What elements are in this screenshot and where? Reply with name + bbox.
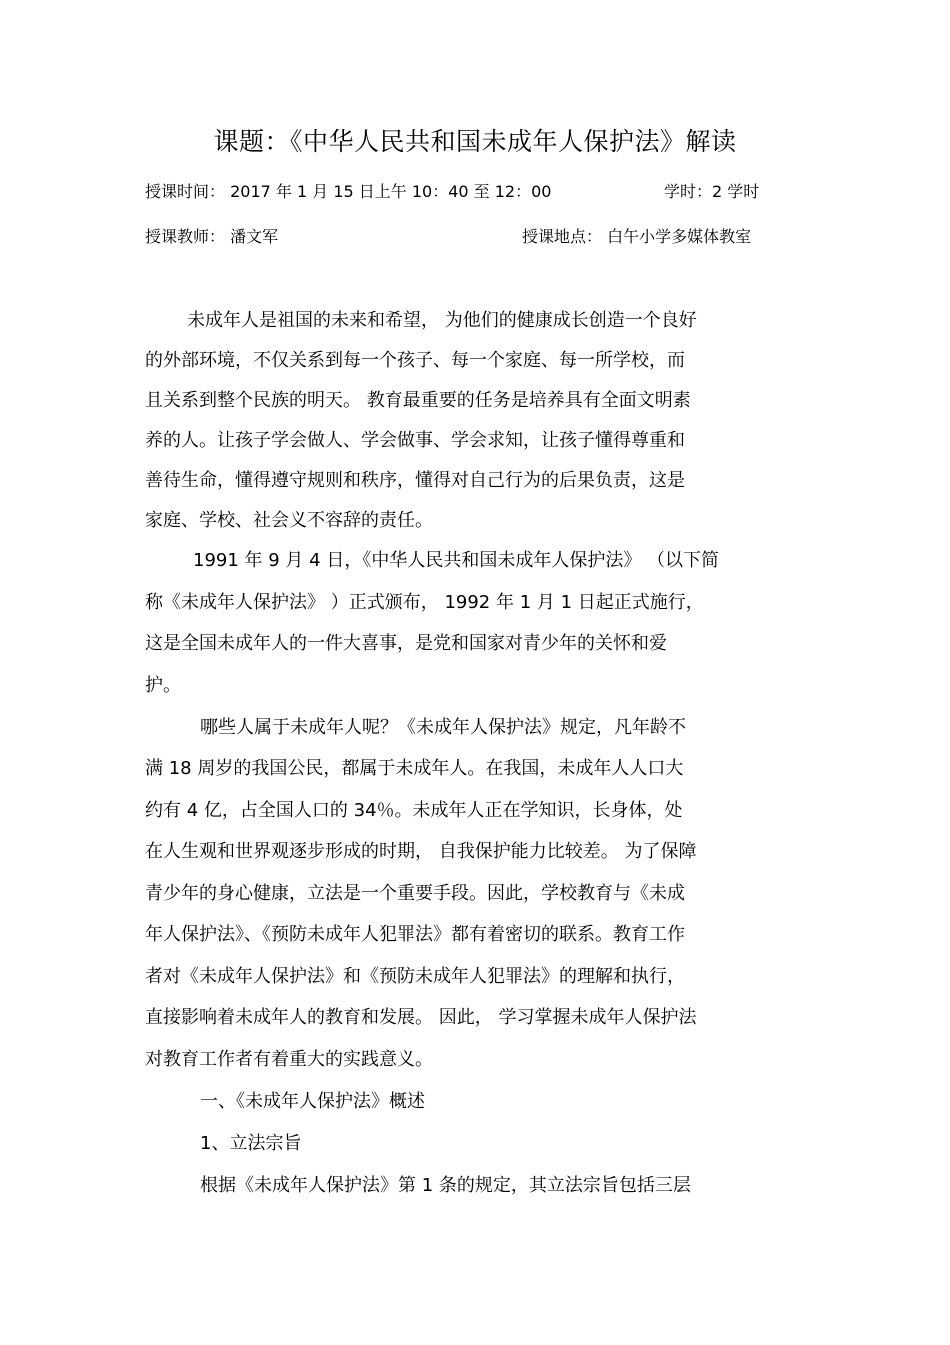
text-line: 约有 4 亿，占全国人口的 34％。未成年人正在学知识，长身体，处 — [145, 800, 683, 821]
text-line: 未成年人是祖国的未来和希望， 为他们的健康成长创造一个良好 — [187, 310, 697, 331]
text-line: 年人保护法》、《预防未成年人犯罪法》都有着密切的联系。教育工作 — [145, 924, 685, 945]
text-line: 善待生命，懂得遵守规则和秩序，懂得对自己行为的后果负责，这是 — [145, 470, 685, 491]
text-line: 直接影响着未成年人的教育和发展。 因此， 学习掌握未成年人保护法 — [145, 1007, 697, 1028]
text-line: 养的人。让孩子学会做人、学会做事、学会求知，让孩子懂得尊重和 — [145, 430, 685, 451]
text-line: 且关系到整个民族的明天。 教育最重要的任务是培养具有全面文明素 — [145, 390, 691, 411]
text-line: 哪些人属于未成年人呢？《未成年人保护法》规定，凡年龄不 — [200, 717, 686, 738]
text-line: 家庭、学校、社会义不容辞的责任。 — [145, 510, 433, 531]
section-heading: 一、《未成年人保护法》概述 — [200, 1091, 425, 1112]
lesson-teacher: 授课教师： 潘文军 — [145, 227, 279, 246]
text-line: 1991 年 9 月 4 日，《中华人民共和国未成年人保护法》 （以下简 — [193, 550, 720, 571]
text-line: 者对《未成年人保护法》和《预防未成年人犯罪法》的理解和执行， — [145, 966, 685, 987]
text-line: 护。 — [145, 675, 181, 696]
text-line: 对教育工作者有着重大的实践意义。 — [145, 1049, 433, 1070]
subsection-heading: 1、立法宗旨 — [200, 1133, 302, 1154]
text-line: 在人生观和世界观逐步形成的时期， 自我保护能力比较差。 为了保障 — [145, 841, 697, 862]
text-line: 的外部环境，不仅关系到每一个孩子、每一个家庭、每一所学校，而 — [145, 350, 685, 371]
document-title: 课题：《中华人民共和国未成年人保护法》解读 — [213, 127, 737, 156]
lesson-hours: 学时：2 学时 — [664, 182, 760, 201]
text-line: 称《未成年人保护法》 ）正式颁布， 1992 年 1 月 1 日起正式施行， — [145, 592, 704, 613]
lesson-location: 授课地点： 白午小学多媒体教室 — [522, 227, 752, 246]
text-line: 这是全国未成年人的一件大喜事，是党和国家对青少年的关怀和爱 — [145, 633, 667, 654]
text-line: 满 18 周岁的我国公民，都属于未成年人。在我国，未成年人人口大 — [145, 758, 684, 779]
lesson-time: 授课时间： 2017 年 1 月 15 日上午 10：40 至 12：00 — [145, 182, 552, 201]
text-line: 根据《未成年人保护法》第 1 条的规定，其立法宗旨包括三层 — [200, 1175, 691, 1196]
text-line: 青少年的身心健康，立法是一个重要手段。因此，学校教育与《未成 — [145, 883, 685, 904]
